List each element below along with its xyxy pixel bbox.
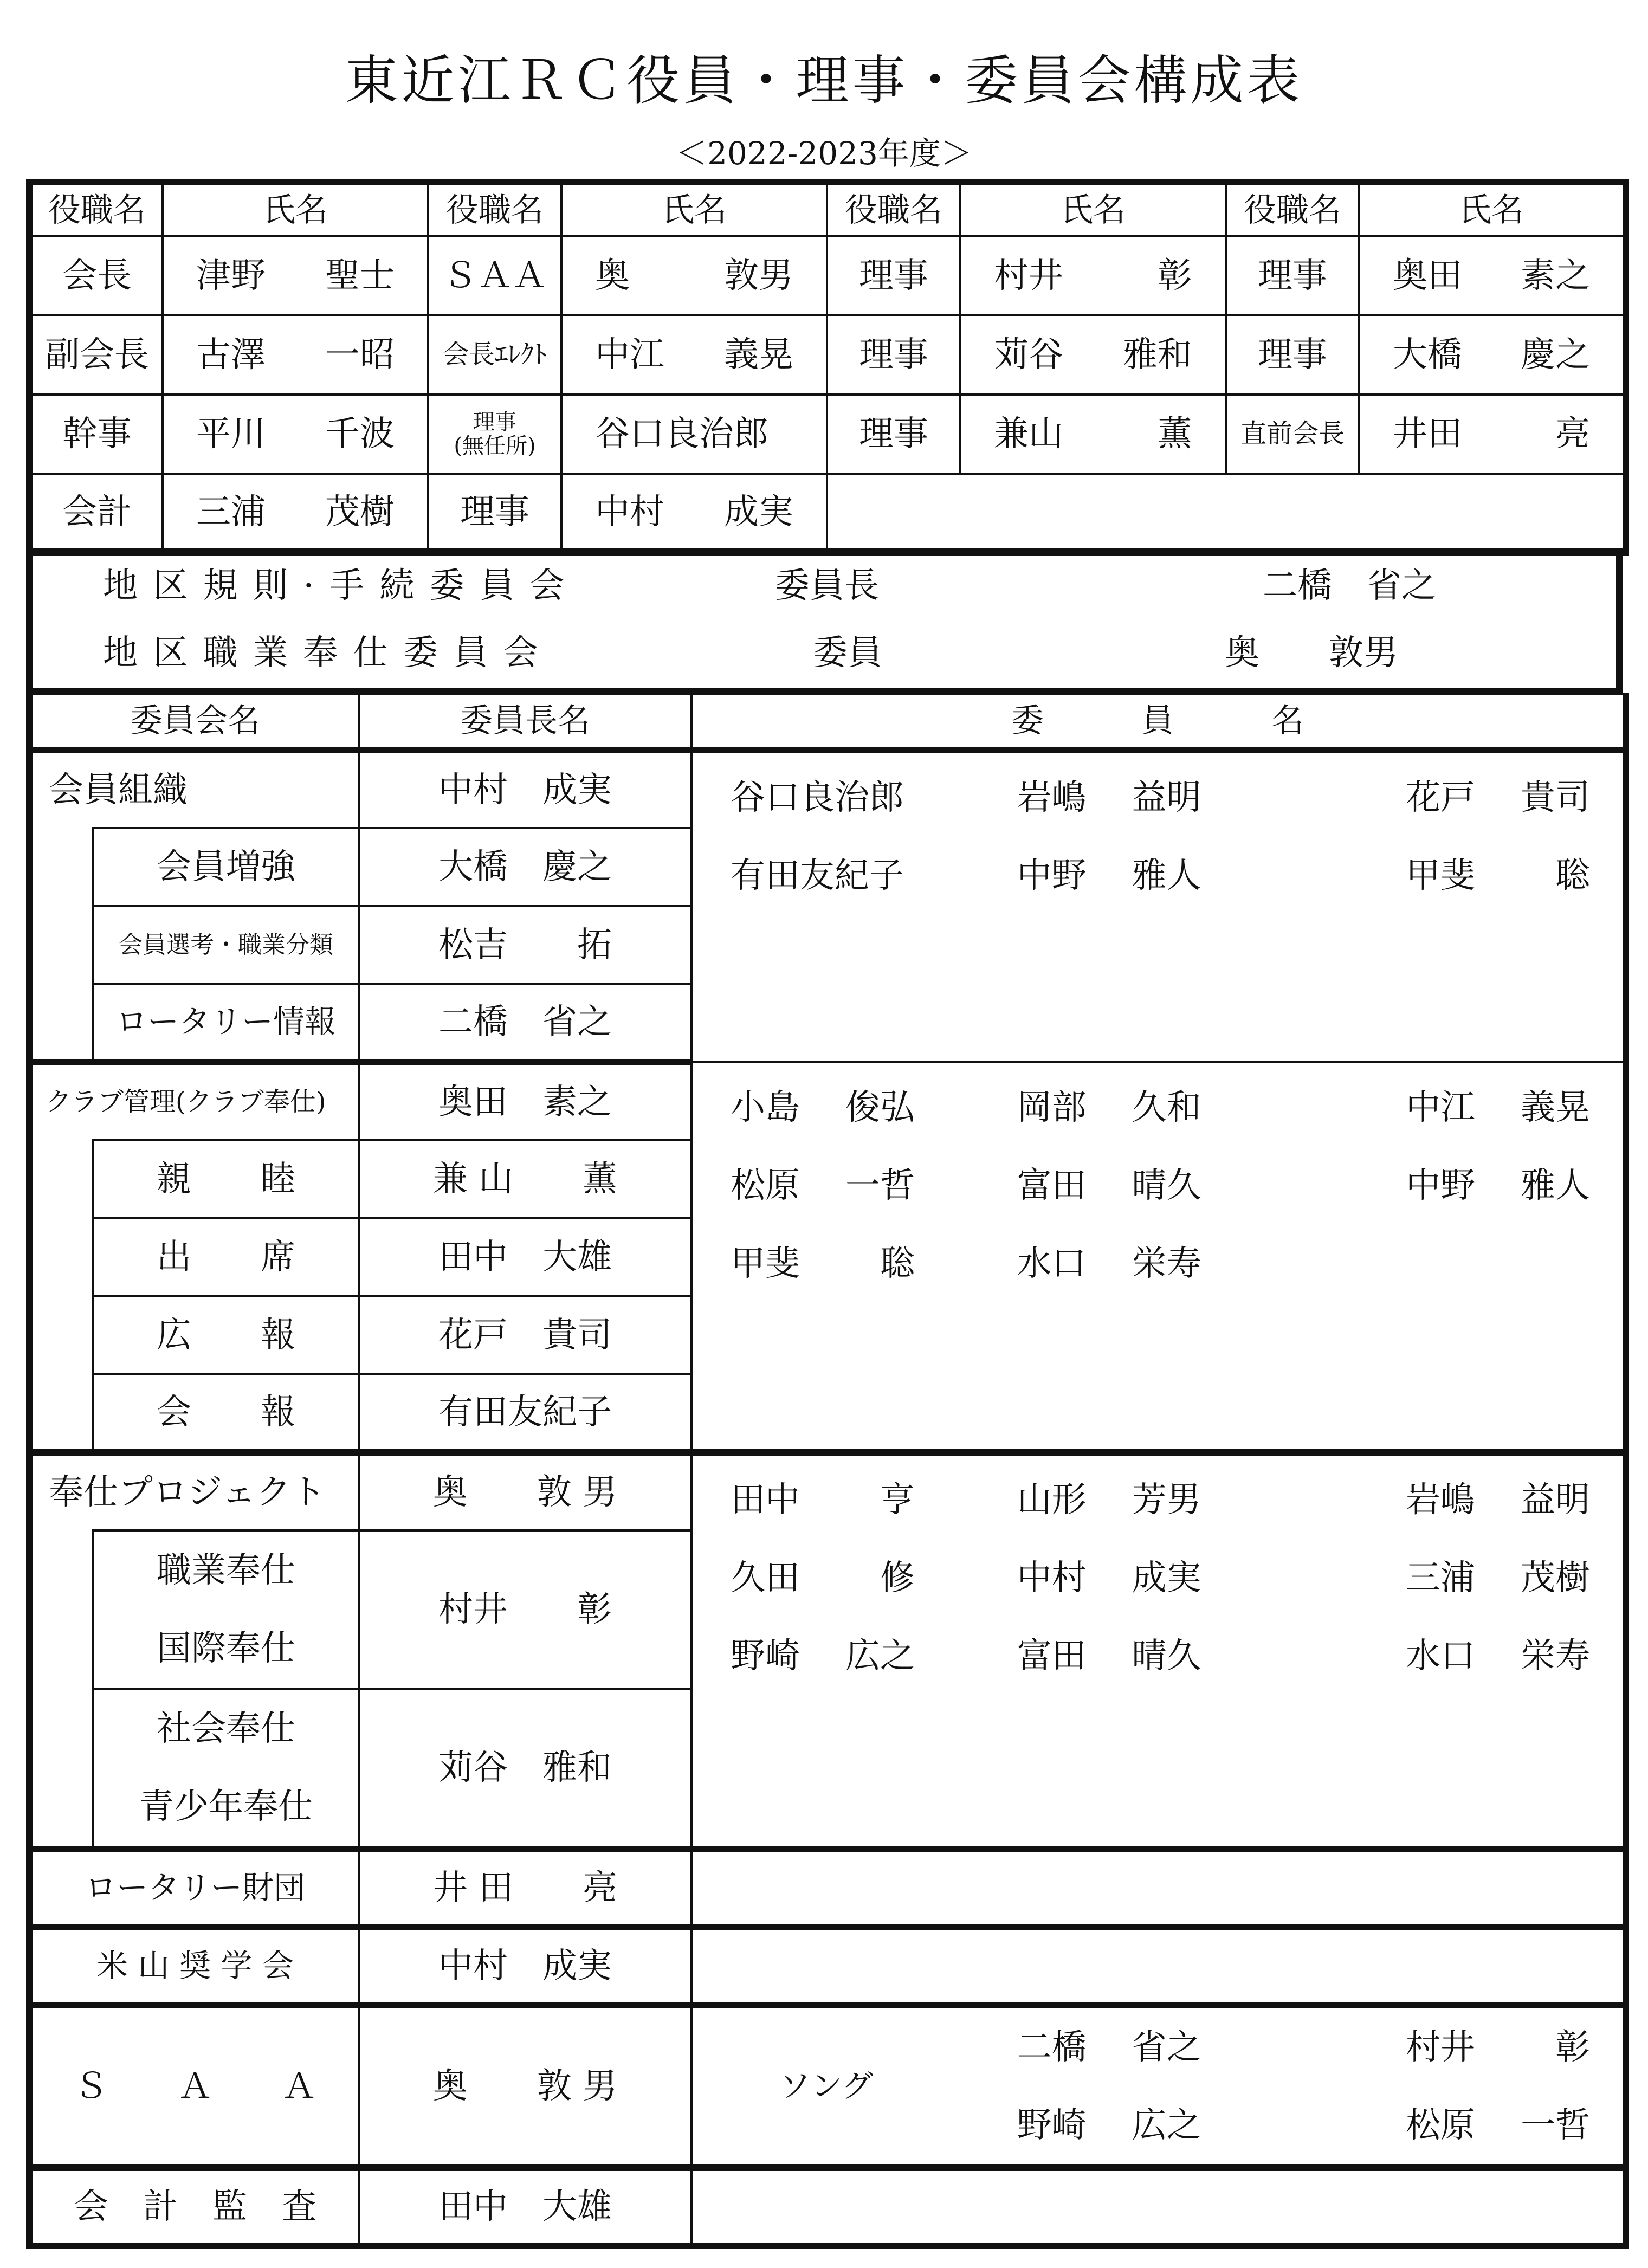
committee-row (29, 2005, 1626, 2168)
committee-members (691, 1062, 1626, 1452)
officer-name: 井田 亮 (1359, 395, 1626, 474)
district-row (33, 619, 1616, 687)
officer-name: 三浦 茂樹 (163, 474, 428, 553)
song-label: ソング (779, 2067, 873, 2105)
member-name: 中野 雅人 (1017, 855, 1201, 896)
member-name: 村井 彰 (1406, 2027, 1590, 2067)
officer-name: 苅谷 雅和 (960, 315, 1226, 395)
member-name: 甲斐 聡 (731, 1243, 915, 1284)
subcommittee-chair: 苅谷 雅和 (359, 1689, 691, 1849)
officers-row (29, 315, 1626, 395)
officer-role: 会長 (29, 236, 163, 315)
subcommittee-chair: 大橋 慶之 (359, 828, 691, 906)
officer-role: 副会長 (29, 315, 163, 395)
member-name: 田中 亨 (731, 1479, 915, 1520)
district-row (33, 552, 1616, 619)
committee-table (26, 693, 1629, 2249)
header-committee: 委員会名 (29, 694, 359, 750)
member-name: 中村 成実 (1017, 1558, 1201, 1598)
committee-chair: 井 田 亮 (359, 1849, 691, 1927)
officer-role: 会計 (29, 474, 163, 553)
fiscal-year: ＜2022-2023年度＞ (676, 135, 972, 172)
district-member: 奥 敦男 (1225, 632, 1398, 673)
member-name: 松原 一哲 (731, 1165, 915, 1206)
officers-header-row (29, 182, 1626, 236)
officer-name: 平川 千波 (163, 395, 428, 474)
officer-role: 直前会長 (1226, 395, 1359, 474)
officers-table (26, 179, 1629, 556)
subcommittee-name: 会員選考・職業分類 (93, 906, 359, 984)
header-chair: 委員長名 (359, 694, 691, 750)
member-name: 岡部 久和 (1017, 1087, 1201, 1128)
header-role: 役職名 (1226, 182, 1359, 236)
header-members: 委 員 名 (691, 694, 1626, 750)
officer-role: 理事 (827, 315, 960, 395)
subcommittee-chair: 花戸 貴司 (359, 1296, 691, 1374)
officer-name: 兼山 薫 (960, 395, 1226, 474)
committee-chair: 田中 大雄 (359, 2168, 691, 2246)
officer-role: 理事 (827, 236, 960, 315)
officer-name: 古澤 一昭 (163, 315, 428, 395)
committee-name: クラブ管理(クラブ奉仕) (29, 1062, 359, 1140)
officer-name: 村井 彰 (960, 236, 1226, 315)
page-title: 東近江ＲＣ役員・理事・委員会構成表 (345, 50, 1303, 112)
committee-name: ロータリー財団 (29, 1849, 359, 1927)
officers-row (29, 395, 1626, 474)
committee-members (691, 750, 1626, 1062)
member-name: 松原 一哲 (1406, 2105, 1590, 2146)
subcommittee-name: 会員増強 (93, 828, 359, 906)
committee-row (29, 750, 1626, 828)
committee-row (29, 1452, 1626, 1530)
member-name: 富田 晴久 (1017, 1636, 1201, 1676)
member-name: 甲斐 聡 (1406, 855, 1590, 896)
district-committee: 地 区 規 則 · 手 続 委 員 会 (103, 565, 567, 606)
committee-chair: 奥 敦 男 (359, 2005, 691, 2168)
officer-role: 会長ｴﾚｸﾄ (428, 315, 561, 395)
header-role: 役職名 (827, 182, 960, 236)
member-name: 久田 修 (731, 1558, 915, 1598)
committee-members (691, 2005, 1626, 2168)
officer-role: 理事 (1226, 236, 1359, 315)
subcommittee-name: 出 席 (93, 1218, 359, 1296)
officer-name: 中村 成実 (561, 474, 827, 553)
header-name: 氏名 (561, 182, 827, 236)
district-position: 委員長 (775, 565, 879, 606)
officer-name: 津野 聖士 (163, 236, 428, 315)
member-name: 谷口良治郎 (731, 777, 904, 818)
district-table (26, 548, 1623, 695)
subcommittee-chair: 有田友紀子 (359, 1374, 691, 1452)
subcommittee-chair: 田中 大雄 (359, 1218, 691, 1296)
committee-members (691, 1452, 1626, 1849)
officers-row (29, 474, 1626, 553)
member-name: 富田 晴久 (1017, 1165, 1201, 1206)
officer-role: ＳＡＡ (428, 236, 561, 315)
committee-chair: 中村 成実 (359, 750, 691, 828)
committee-chair: 中村 成実 (359, 1927, 691, 2005)
officer-name: 大橋 慶之 (1359, 315, 1626, 395)
member-name: 花戸 貴司 (1406, 777, 1590, 818)
officers-row (29, 236, 1626, 315)
officer-role: 理事 (無任所) (428, 395, 561, 474)
subcommittee-chair: 二橋 省之 (359, 984, 691, 1062)
member-name: 水口 栄寿 (1017, 1243, 1201, 1284)
committee-row (29, 1062, 1626, 1140)
subcommittee-name: 会 報 (93, 1374, 359, 1452)
committee-chair: 奥田 素之 (359, 1062, 691, 1140)
member-name: 野崎 広之 (1017, 2105, 1201, 2146)
member-name: 三浦 茂樹 (1406, 1558, 1590, 1598)
committee-name: 会 計 監 査 (29, 2168, 359, 2246)
header-name: 氏名 (960, 182, 1226, 236)
header-name: 氏名 (1359, 182, 1626, 236)
district-position: 委員 (813, 632, 882, 673)
member-name: 野崎 広之 (731, 1636, 915, 1676)
member-name: 岩嶋 益明 (1406, 1479, 1590, 1520)
subcommittee-chair: 村井 彰 (359, 1530, 691, 1689)
subcommittee-chair: 兼 山 薫 (359, 1140, 691, 1218)
committee-row (29, 1927, 1626, 2005)
officer-name: 奥田 素之 (1359, 236, 1626, 315)
officer-role: 幹事 (29, 395, 163, 474)
committee-name: 米 山 奨 学 会 (29, 1927, 359, 2005)
officer-name: 谷口良治郎 (561, 395, 827, 474)
officer-name: 中江 義晃 (561, 315, 827, 395)
committee-chair: 奥 敦 男 (359, 1452, 691, 1530)
subcommittee-name: 広 報 (93, 1296, 359, 1374)
committee-name: Ｓ Ａ Ａ (29, 2005, 359, 2168)
officer-role: 理事 (827, 395, 960, 474)
officer-role: 理事 (1226, 315, 1359, 395)
member-name: 二橋 省之 (1017, 2027, 1201, 2067)
member-name: 岩嶋 益明 (1017, 777, 1201, 818)
member-name: 中野 雅人 (1406, 1165, 1590, 1206)
member-name: 有田友紀子 (731, 855, 904, 896)
committee-row (29, 1849, 1626, 1927)
district-member: 二橋 省之 (1263, 565, 1436, 606)
officer-empty (827, 474, 1626, 553)
subcommittee-name: ロータリー情報 (93, 984, 359, 1062)
subcommittee-chair: 松吉 拓 (359, 906, 691, 984)
header-role: 役職名 (29, 182, 163, 236)
district-box (29, 550, 1619, 692)
officer-name: 奥 敦男 (561, 236, 827, 315)
member-name: 小島 俊弘 (731, 1087, 915, 1128)
member-name: 山形 芳男 (1017, 1479, 1201, 1520)
header-name: 氏名 (163, 182, 428, 236)
committee-header-row (29, 694, 1626, 750)
district-committee: 地 区 職 業 奉 仕 委 員 会 (103, 632, 540, 673)
member-name: 水口 栄寿 (1406, 1636, 1590, 1676)
subcommittee-name: 社会奉仕 青少年奉仕 (93, 1689, 359, 1849)
officer-role: 理事 (428, 474, 561, 553)
committee-name: 会員組織 (29, 750, 359, 828)
subcommittee-name: 職業奉仕 国際奉仕 (93, 1530, 359, 1689)
member-name: 中江 義晃 (1406, 1087, 1590, 1128)
committee-name: 奉仕プロジェクト (29, 1452, 359, 1530)
subcommittee-name: 親 睦 (93, 1140, 359, 1218)
header-role: 役職名 (428, 182, 561, 236)
committee-row (29, 2168, 1626, 2246)
